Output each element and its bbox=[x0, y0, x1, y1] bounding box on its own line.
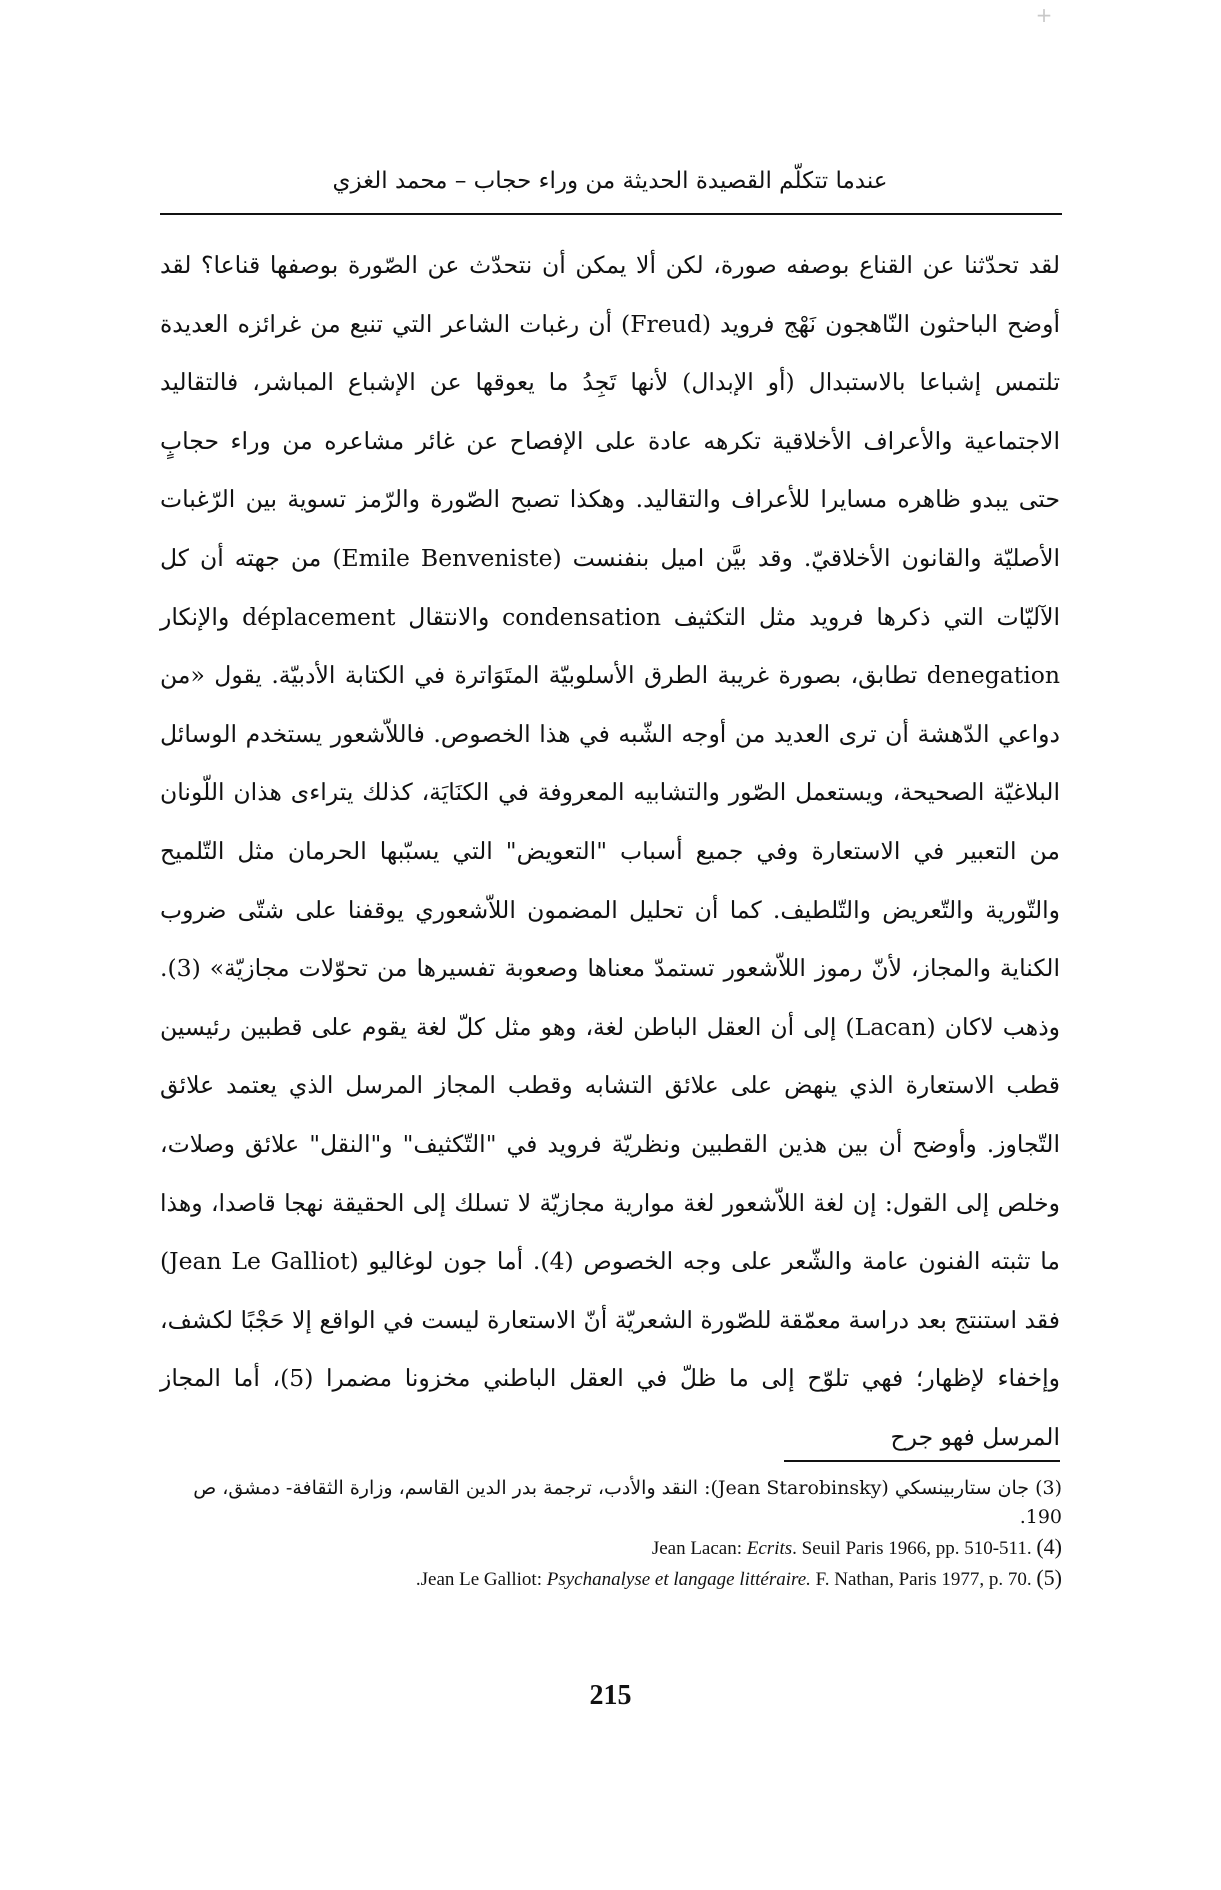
footnote-number: (5) bbox=[1036, 1565, 1062, 1590]
footnote-3 bbox=[160, 1474, 1062, 1532]
body-paragraph: لقد تحدّثنا عن القناع بوصفه صورة، لكن ألا يمكن أن نتحدّث عن الصّورة بوصفها قناعا؟ لقد أوضح الباحثون النّاهجون نَهْج فرويد (Freud) أن رغبات الشاعر التي تنبع من غرائزه العديدة تلتمس إشباعا بالاستبدال (أو الإبدال) لأنها تَجِدُ ما يعوقها عن الإشباع المباشر، فالتقاليد الاجتماعية والأعراف الأخلاقية تكرهه عادة على الإفصاح عن غائر مشاعره من وراء حجابٍ حتى يبدو ظاهره مسايرا للأعراف والتقاليد. وهكذا تصبح الصّورة والرّمز تسوية بين الرّغبات الأصليّة والقانون الأخلاقيّ. وقد بيَّن اميل بنفنست (Emile Benveniste) من جهته أن كل الآليّات التي ذكرها فرويد مثل التكثيف condensation والانتقال déplacement والإنكار denegation تطابق، بصورة غريبة الطرق الأسلوبيّة المتَوَاترة في الكتابة الأدبيّة. يقول «من دواعي الدّهشة أن ترى العديد من أوجه الشّبه في هذا الخصوص. فاللاّشعور يستخدم الوسائل البلاغيّة الصحيحة، ويستعمل الصّور والتشابيه المعروفة في الكنَايَة، كذلك يتراءى هذان اللّونان من التعبير في الاستعارة وفي جميع أسباب "التعويض" التي يسبّبها الحرمان مثل التّلميح والتّورية والتّعريض والتّلطيف. كما أن تحليل المضمون اللاّشعوري يوقفنا على شتّى ضروب الكناية والمجاز، لأنّ رموز اللاّشعور تستمدّ معناها وصعوبة تفسيرها من تحوّلات مجازيّة» (3). وذهب لاكان (Lacan) إلى أن العقل الباطن لغة، وهو مثل كلّ لغة يقوم على قطبين رئيسين قطب الاستعارة الذي ينهض على علائق التشابه وقطب المجاز المرسل الذي يعتمد علائق التّجاوز. وأوضح أن بين هذين القطبين ونظريّة فرويد في "التّكثيف" و"النقل" علائق وصلات، وخلص إلى القول: إن لغة اللاّشعور لغة موارية مجازيّة لا تسلك إلى الحقيقة نهجا قاصدا، وهذا ما تثبته الفنون عامة والشّعر على وجه الخصوص (4). أما جون لوغاليو (Jean Le Galliot) فقد استنتج بعد دراسة معمّقة للصّورة الشعريّة أنّ الاستعارة ليست في الواقع إلا حَجْبًا لكشف، وإخفاء لإظهار؛ فهي تلوّح إلى ما ظلّ في العقل الباطني مخزونا مضمرا (5)، أما المجاز المرسل فهو جرح bbox=[160, 251, 1061, 1451]
footnote-5 bbox=[160, 1563, 1062, 1594]
running-header: عندما تتكلّم القصيدة الحديثة من وراء حجاب – محمد الغزي bbox=[332, 168, 888, 194]
body-text bbox=[160, 236, 1060, 1466]
footnote-author: Jean Lacan: bbox=[651, 1538, 747, 1559]
footnote-rest: F. Nathan, Paris 1977, p. 70. bbox=[810, 1569, 1032, 1590]
footnotes bbox=[160, 1474, 1062, 1594]
footnote-text: جان ستاربينسكي (Jean Starobinsky): النقد والأدب، ترجمة بدر الدين القاسم، وزارة الثقافة- دمشق، ص 190. bbox=[193, 1477, 1062, 1528]
page-number: 215 bbox=[589, 1680, 632, 1711]
header-rule bbox=[160, 213, 1062, 215]
footnote-number: (4) bbox=[1036, 1534, 1062, 1559]
footnote-rest: . Seuil Paris 1966, pp. 510-511. bbox=[792, 1538, 1032, 1559]
footnote-4 bbox=[160, 1532, 1062, 1563]
footnote-rule bbox=[784, 1460, 1060, 1462]
footnote-title: Psychanalyse et langage littéraire. bbox=[546, 1569, 811, 1590]
footnote-title: Ecrits bbox=[746, 1538, 793, 1559]
footnote-number: (3) bbox=[1035, 1477, 1062, 1499]
crop-mark-icon: + bbox=[1035, 3, 1053, 27]
footnote-author: .Jean Le Galliot: bbox=[415, 1569, 547, 1590]
